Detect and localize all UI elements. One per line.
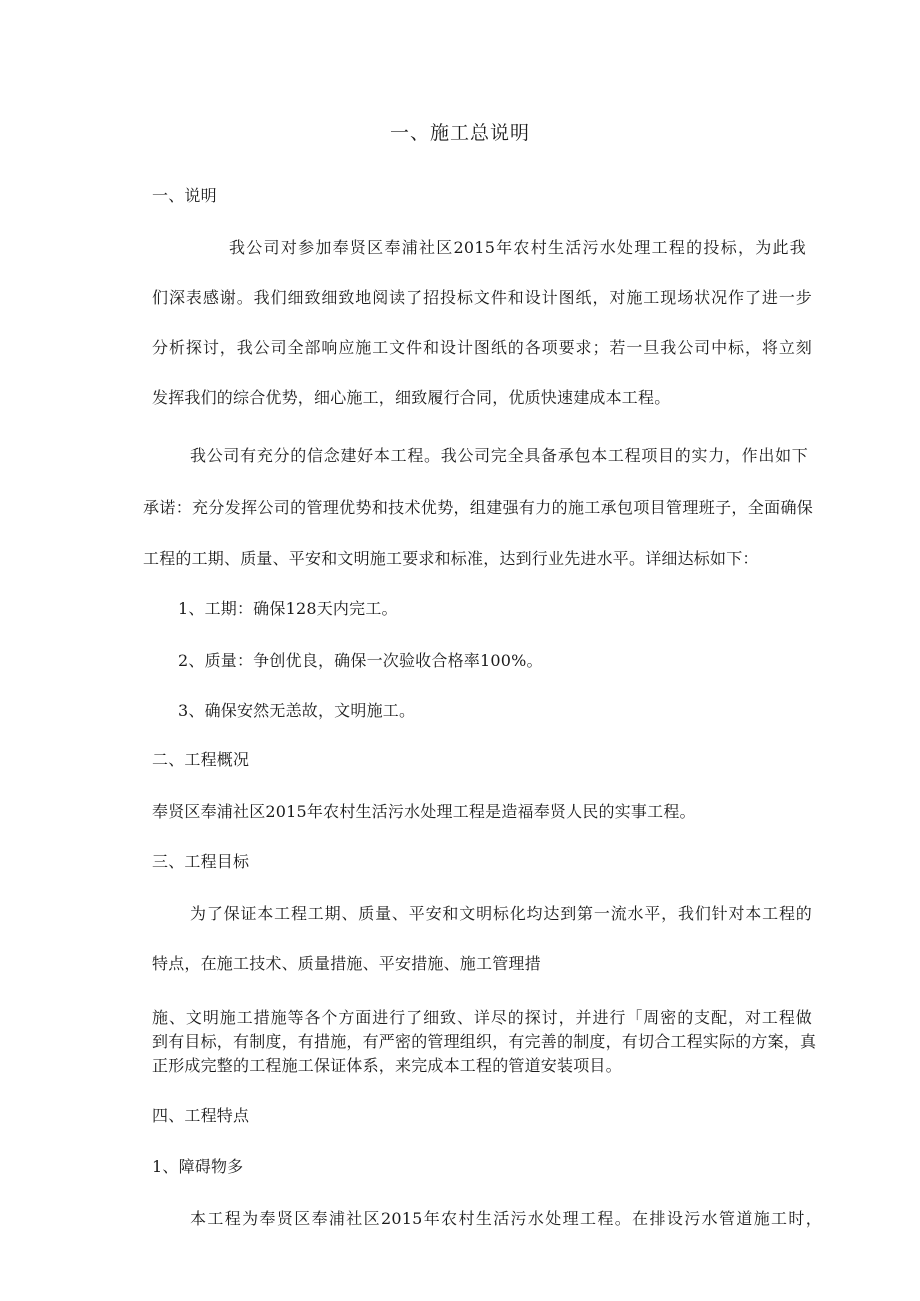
section-3-line-2: 特点，在施工技术、质量措施、平安措施、施工管理措 — [152, 954, 541, 973]
page-title: 一、施工总说明 — [389, 122, 530, 144]
section-3-line-4: 到有目标，有制度，有措施，有严密的管理组织，有完善的制度，有切合工程实际的方案，真 — [152, 1032, 817, 1051]
paragraph-1-line-3: 分析探讨，我公司全部响应施工文件和设计图纸的各项要求；若一旦我公司中标，将立刻 — [152, 338, 812, 357]
subheading-4-1: 1、障碍物多 — [152, 1157, 244, 1176]
section-3-line-5: 正形成完整的工程施工保证体系，来完成本工程的管道安装项目。 — [152, 1056, 622, 1075]
section-3-line-3: 施、文明施工措施等各个方面进行了细致、详尽的探讨，并进行「周密的支配，对工程做 — [152, 1008, 812, 1027]
paragraph-1-line-4: 发挥我们的综合优势，细心施工，细致履行合同，优质快速建成本工程。 — [152, 388, 671, 407]
list-item-3: 3、确保安然无恙故，文明施工。 — [178, 701, 416, 720]
list-item-2: 2、质量：争创优良，确保一次验收合格率100%。 — [178, 651, 543, 670]
section-heading-4: 四、工程特点 — [152, 1106, 250, 1125]
section-2-text: 奉贤区奉浦社区2015年农村生活污水处理工程是造福奉贤人民的实事工程。 — [152, 802, 696, 821]
section-3-line-1: 为了保证本工程工期、质量、平安和文明标化均达到第一流水平，我们针对本工程的 — [190, 904, 812, 923]
list-item-1: 1、工期：确保128天内完工。 — [178, 599, 398, 618]
paragraph-1-line-2: 们深表感谢。我们细致细致地阅读了招投标文件和设计图纸，对施工现场状况作了进一步 — [152, 288, 812, 307]
paragraph-1-line-1: 我公司对参加奉贤区奉浦社区2015年农村生活污水处理工程的投标，为此我 — [229, 238, 806, 257]
section-heading-3: 三、工程目标 — [152, 852, 250, 871]
section-heading-1: 一、说明 — [152, 186, 217, 205]
paragraph-2-line-3: 工程的工期、质量、平安和文明施工要求和标准，达到行业先进水平。详细达标如下： — [143, 549, 759, 568]
section-heading-2: 二、工程概况 — [152, 750, 250, 769]
paragraph-2-line-2: 承诺：充分发挥公司的管理优势和技术优势，组建强有力的施工承包项目管理班子，全面确保 — [143, 498, 813, 517]
paragraph-2-line-1: 我公司有充分的信念建好本工程。我公司完全具备承包本工程项目的实力，作出如下 — [190, 446, 808, 465]
section-4-text: 本工程为奉贤区奉浦社区2015年农村生活污水处理工程。在排设污水管道施工时， — [190, 1209, 822, 1228]
